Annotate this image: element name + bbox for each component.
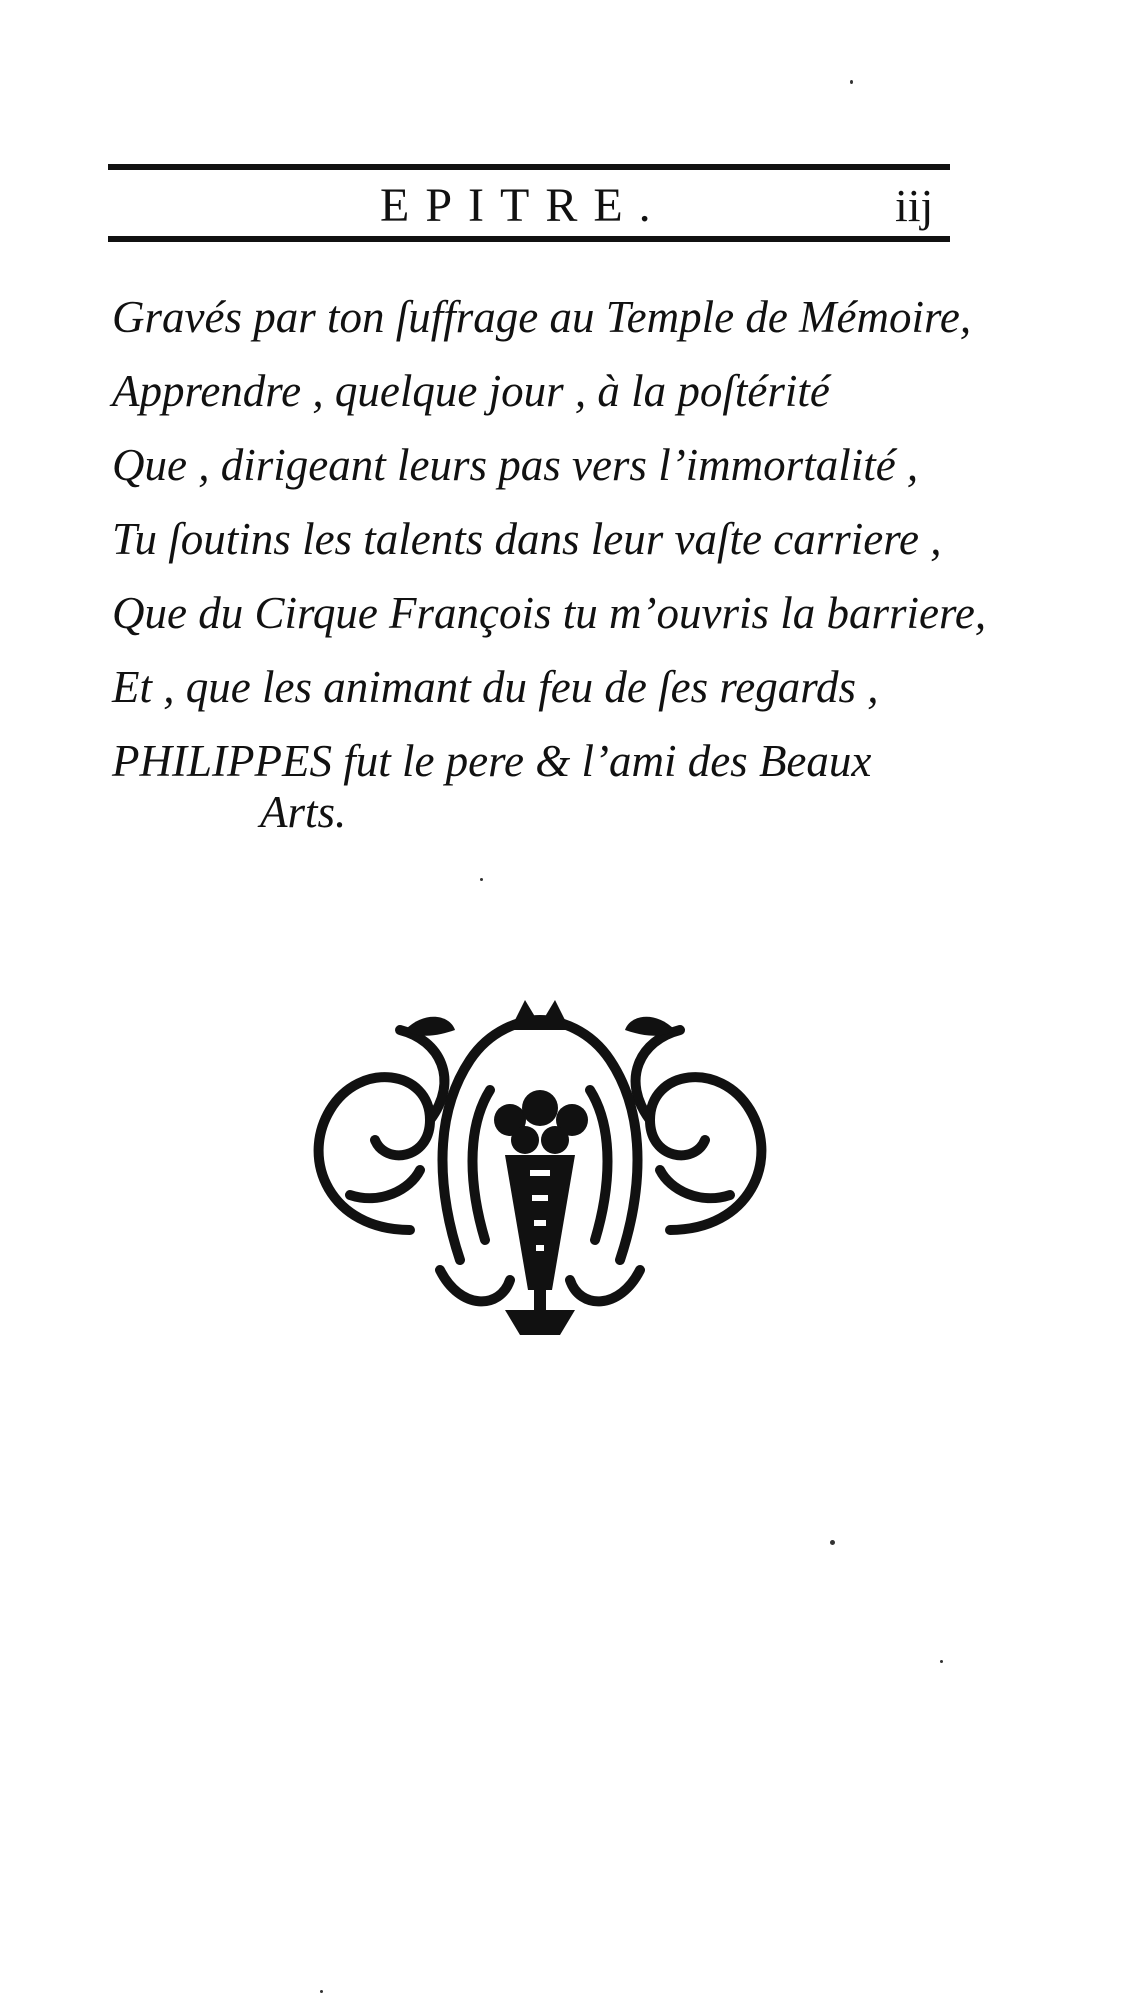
verse-line-7-continuation: Arts.: [260, 787, 347, 837]
verse-line-6: Et , que les animant du feu de ſes regards ,: [112, 662, 879, 712]
header-rule-top: [108, 164, 950, 170]
page-number: iij: [895, 180, 934, 231]
verse-block: [112, 280, 992, 840]
verse-line-4: Tu ſoutins les talents dans leur vaſte carriere ,: [112, 514, 942, 564]
print-speck: [480, 878, 483, 881]
verse-line-1: Gravés par ton ſuffrage au Temple de Mémoire,: [112, 292, 972, 342]
verse-line-7: PHILIPPES fut le pere & l’ami des Beaux: [112, 736, 872, 786]
running-title: EPITRE.: [380, 179, 667, 232]
print-speck: [940, 1660, 943, 1663]
fleuron-flower-basket-icon: [290, 990, 790, 1350]
print-speck: [830, 1540, 835, 1545]
verse-line-5: Que du Cirque François tu m’ouvris la barriere,: [112, 588, 987, 638]
verse-line-3: Que , dirigeant leurs pas vers l’immortalité ,: [112, 440, 919, 490]
print-speck: [320, 1990, 323, 1993]
header-rule-bottom: [108, 236, 950, 242]
print-speck: [850, 80, 853, 84]
verse-line-2: Apprendre , quelque jour , à la poſtérité: [112, 366, 830, 416]
